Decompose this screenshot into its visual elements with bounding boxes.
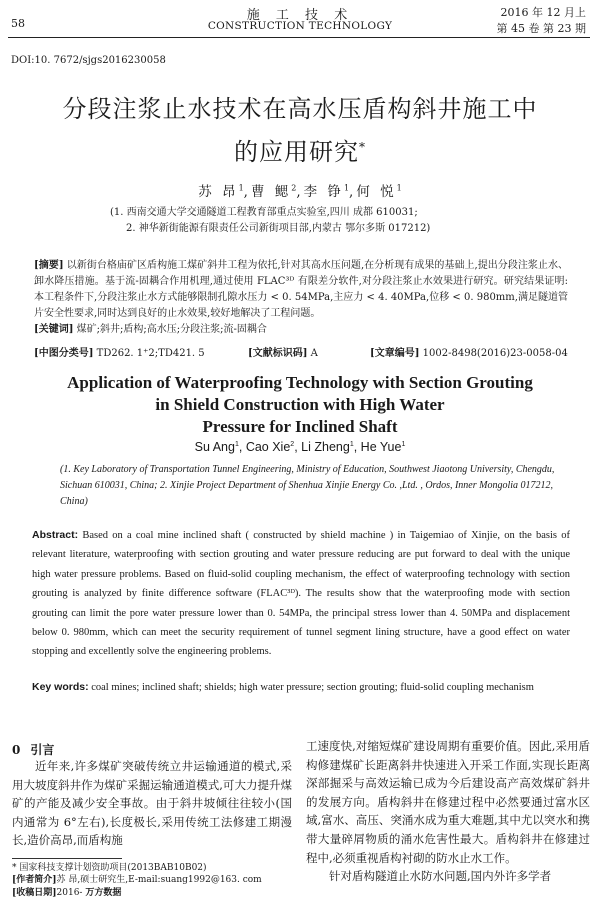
abstract-en-label: Abstract: — [32, 529, 79, 541]
authors-cn: 苏 昂$^1$,曹 鳃$^2$,李 铮$^1$,何 悦$^1$ — [198, 183, 402, 200]
section-heading: 0 引言 — [12, 743, 55, 757]
body-left-column: 近年来,许多煤矿突破传统立井运输通道的模式,采用大坡度斜井作为煤矿采掘运输通道模式,可大力提升煤矿的产能及减少安全事故。由于斜井坡倾往往较小(国内通常为 6°左右),长度极长,采用传统工法修建工期漫长,造价高昂,而盾构施 — [12, 759, 292, 848]
affiliation-cn-2: 2. 神华新街能源有限责任公司新街项目部,内蒙古 鄂尔多斯 017212) — [126, 223, 431, 234]
document-code: [文献标识码] A — [248, 348, 318, 359]
abstract-cn-label: [摘要] — [34, 260, 64, 271]
keywords-cn-text: 煤矿;斜井;盾构;高水压;分段注浆;流-固耦合 — [76, 324, 267, 335]
page-number: 58 — [11, 17, 25, 30]
volume-issue: 第 45 卷 第 23 期 — [496, 22, 586, 35]
fund-note: * 国家科技支撑计划资助项目(2013BAB10B02) — [12, 863, 207, 873]
body-right-column — [306, 737, 590, 886]
author-cn: 李 铮 — [303, 184, 344, 200]
abstract-en — [32, 526, 570, 662]
keywords-en-text: coal mines; inclined shaft; shields; high water pressure; section grouting; fluid-solid coupling mechanism — [91, 682, 534, 693]
body-right-para1: 工速度快,对缩短煤矿建设周期有重要价值。因此,采用盾构修建煤矿长距离斜井快速进入开采工作面,实现长距离深部掘采与高效运输已成为今后建设高产高效煤矿斜井的发展方向。盾构斜井在修建过程中必然要通过富水区域,富水、高压、突涌水成为重大难题,其中尤以突水和携带大量碎屑物质的涌水危害性最大。盾构斜井在修建过程中,必须重视盾构衬砌的防水止水工作。 — [306, 739, 590, 865]
received-date: [收稿日期]2016- 万方数据 — [12, 887, 122, 898]
author-bio: [作者简介]苏 昂,硕士研究生,E-mail:suang1992@163. com — [12, 875, 262, 885]
fund-mark: * — [359, 140, 366, 154]
header-rule — [8, 37, 590, 38]
doi: DOI:10. 7672/sjgs2016230058 — [11, 55, 166, 66]
body-right-para2: 针对盾构隧道止水防水问题,国内外许多学者 — [329, 869, 552, 884]
clc-number: [中图分类号] TD262. 1⁺2;TD421. 5 — [34, 348, 205, 359]
journal-title-en: CONSTRUCTION TECHNOLOGY — [207, 20, 393, 32]
issue-date: 2016 年 12 月上 — [500, 6, 586, 19]
affiliation-en: (1. Key Laboratory of Transportation Tunnel Engineering, Ministry of Education, Southwest Jiaotong University, Chengdu, Sichuan 610031, China; 2. Xinjie Project Department of Shenhua Xinjie Energy Co. ,Ltd. , Ordos, Inner Mongolia 017212, China) — [60, 464, 555, 507]
footnotes — [12, 862, 312, 899]
author-cn: 苏 昂 — [198, 184, 239, 200]
author-cn: 何 悦 — [356, 184, 397, 200]
journal-title-cn: 施 工 技 术 — [246, 8, 354, 23]
abstract-cn-text: 以新街台格庙矿区盾构施工煤矿斜井工程为依托,针对其高水压问题,在分析现有成果的基础上,提出分段注浆止水、卸水降压措施。基于流-固耦合作用机理,通过使用 FLAC³ᴰ 有限差分软件,对分段注浆止水效果进行研究。研究结果证明:本工程条件下,分段注浆止水方式能够限制孔隙水压力 < 0. 54MPa,主应力 < 4. 40MPa,位移 < 0. 980mm,满足隧道管片安全性要求,同时达到良好的止水效果,较好地解决了工程问题。 — [34, 260, 568, 319]
title-cn — [30, 90, 570, 171]
title-cn-line2: 的应用研究* — [234, 138, 366, 166]
abstract-en-text: Based on a coal mine inclined shaft ( constructed by shield machine ) in Taigemiao of Xinjie, on the basis of relevant literature, waterproofing with section grouting and water pressure reducing are put forward to deal with the unique high water pressure problems. Based on fluid-solid coupling mechanism, the effect of waterproofing technology with section grouting is analyzed by finite difference software (FLAC³ᴰ). The results show that the waterproofing mode with section grouting can limit the pore water pressure lower than 0. 54MPa, the principal stress lower than 4. 50MPa and displacement below 0. 980mm, which can meet the security requirement of tunnel segment lining structure, have a good effect on water stopping and excellently solve the engineering problems. — [32, 530, 570, 658]
authors-en: Su Ang$^1$, Cao Xie$^2$, Li Zheng$^1$, He Yue$^1$ — [194, 440, 406, 454]
keywords-en: Key words: coal mines; inclined shaft; shields; high water pressure; section grouting; fluid-solid coupling mechanism — [32, 681, 534, 693]
affiliation-cn-1: (1. 西南交通大学交通隧道工程教育部重点实验室,四川 成都 610031; — [110, 207, 418, 218]
author-cn: 曹 鳃 — [250, 184, 292, 200]
title-en: Application of Waterproofing Technology with Section Grouting in Shield Construction with High Water Pressure for Inclined Shaft — [67, 373, 533, 436]
title-cn-line1: 分段注浆止水技术在高水压盾构斜井施工中 — [62, 95, 538, 123]
wanfang-watermark: 万方数据 — [85, 887, 122, 897]
footnote-rule — [12, 858, 122, 859]
keywords-cn: [关键词] 煤矿;斜井;盾构;高水压;分段注浆;流-固耦合 — [34, 324, 267, 335]
article-number: [文章编号] 1002-8498(2016)23-0058-04 — [370, 348, 568, 359]
abstract-cn — [34, 258, 568, 338]
